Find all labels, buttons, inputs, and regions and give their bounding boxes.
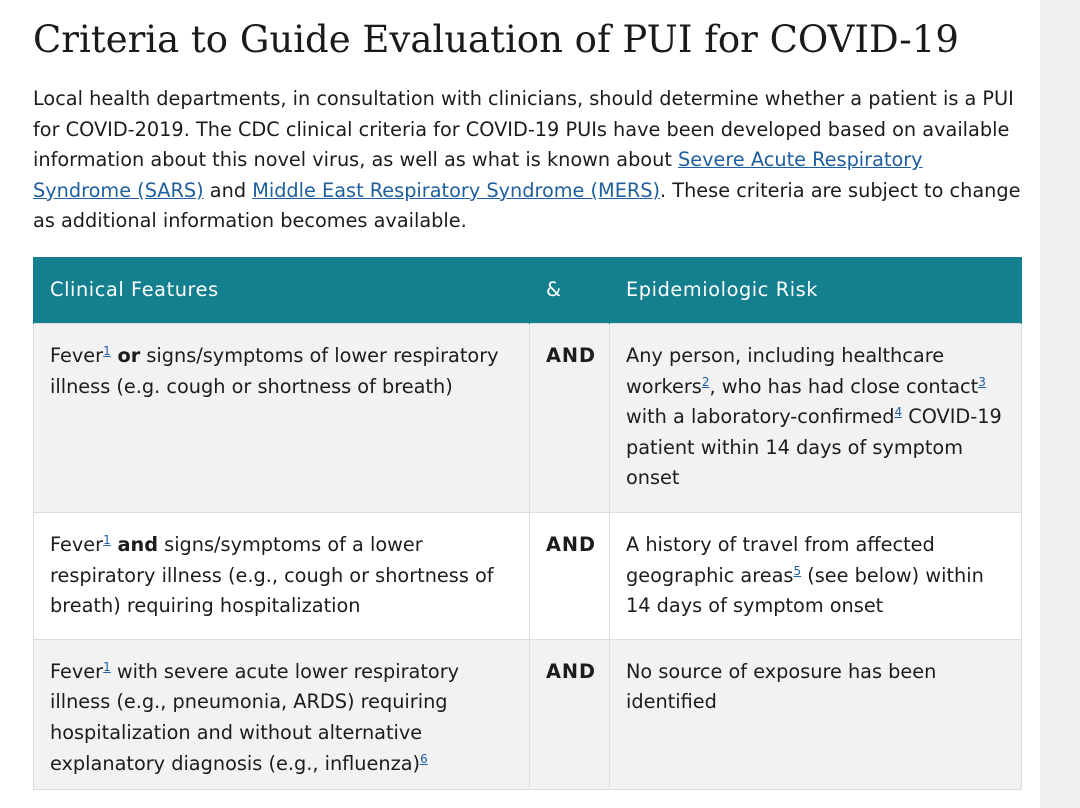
clinical-cell	[34, 639, 530, 789]
keyword-or: or	[110, 344, 141, 367]
footnote-link[interactable]: 1	[103, 659, 111, 674]
epi-text: , who has had close contact	[709, 374, 979, 398]
footnote-link[interactable]: 6	[420, 751, 428, 766]
criteria-table	[33, 257, 1022, 790]
keyword-and: and	[110, 533, 159, 556]
epi-text: (see below) within 14 days of symptom onset	[626, 563, 984, 618]
clinical-text: signs/symptoms of a lower respiratory illness (e.g., cough or shortness of breath) requiring hospitalization	[50, 533, 494, 618]
epi-text: Any person, including healthcare workers	[626, 344, 945, 398]
table-row	[34, 639, 1022, 789]
clinical-text: with severe acute lower respiratory illness (e.g., pneumonia, ARDS) requiring hospitalization and without alternative explanatory diagnosis (e.g., influenza)	[50, 659, 460, 775]
intro-text-2: and	[203, 178, 253, 202]
header-and: &	[530, 257, 610, 324]
footnote-link[interactable]: 5	[793, 563, 802, 578]
mers-link[interactable]: Middle East Respiratory Syndrome (MERS)	[252, 178, 661, 202]
epi-cell	[610, 639, 1022, 789]
and-cell: AND	[530, 639, 610, 789]
sars-link[interactable]: Severe Acute Respiratory Syndrome (SARS)	[33, 148, 923, 202]
page-title: Criteria to Guide Evaluation of PUI for COVID-19	[33, 18, 959, 61]
epi-text: COVID-19 patient within 14 days of symptom onset	[626, 405, 1002, 490]
footnote-link[interactable]: 4	[894, 405, 903, 420]
table-row	[34, 513, 1022, 640]
header-clinical-features: Clinical Features	[34, 257, 530, 324]
clinical-text: Fever	[50, 344, 104, 367]
epi-text: A history of travel from affected geographic areas	[626, 533, 935, 587]
epi-cell	[610, 513, 1022, 640]
intro-text-1: Local health departments, in consultation with clinicians, should determine whether a patient is a PUI for COVID-2019. The CDC clinical criteria for COVID-19 PUIs have been developed based on available information about this novel virus, as well as what is known about	[33, 87, 1014, 172]
table-row	[34, 324, 1022, 513]
header-epidemiologic-risk: Epidemiologic Risk	[610, 257, 1022, 324]
clinical-cell	[34, 324, 530, 513]
footnote-link[interactable]: 1	[103, 344, 111, 358]
intro-text-3: . These criteria are subject to change as additional information becomes available.	[33, 178, 1021, 233]
footnote-link[interactable]: 1	[103, 533, 111, 547]
table-header-row	[34, 257, 1022, 324]
epi-text: with a laboratory-confirmed	[626, 405, 895, 429]
clinical-text: Fever	[50, 659, 104, 683]
footnote-link[interactable]: 3	[978, 374, 986, 389]
clinical-text: Fever	[50, 533, 104, 556]
epi-cell	[610, 324, 1022, 513]
and-cell: AND	[530, 324, 610, 513]
clinical-text: signs/symptoms of lower respiratory illness (e.g. cough or shortness of breath)	[50, 344, 499, 398]
clinical-cell	[34, 513, 530, 640]
footnote-link[interactable]: 2	[701, 374, 710, 389]
and-cell: AND	[530, 513, 610, 640]
intro-paragraph	[33, 84, 1023, 237]
epi-text: No source of exposure has been identified	[626, 659, 937, 714]
